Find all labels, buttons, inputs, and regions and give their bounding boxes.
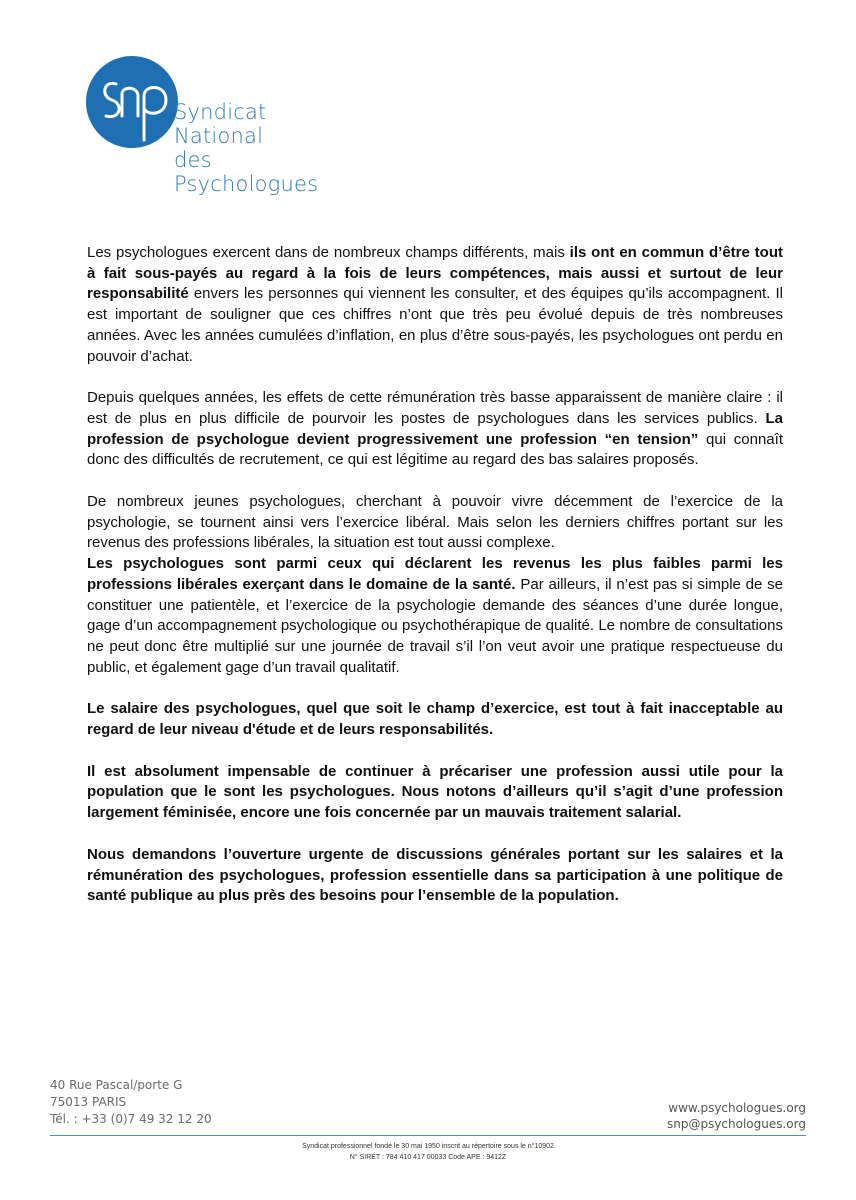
- bold-text: ils ont en commun d’être tout à fait sous-payés au regard à la fois de leurs compétences, mais aussi et surtout de leur responsabilité: [87, 244, 783, 303]
- paragraph-4: [87, 554, 783, 678]
- text-run: Les psychologues exercent dans de nombreux champs différents, mais: [87, 244, 570, 261]
- website-link[interactable]: www.psychologues.org: [668, 1101, 806, 1115]
- paragraph-6: [87, 762, 783, 824]
- text-run: De nombreux jeunes psychologues, cherchant à pouvoir vivre décemment de l’exercice de la psychologie, se tournent ainsi vers l’exercice libéral. Mais selon les derniers chiffres portant sur les revenus des professions libérales, la situation est tout aussi complexe.: [87, 493, 783, 552]
- paragraph-3: [87, 492, 783, 554]
- text-run: Depuis quelques années, les effets de cette rémunération très basse apparaissent de manière claire : il est de plus en plus difficile de pourvoir les postes de psychologues dans les services publics.: [87, 389, 783, 427]
- bold-text: Nous demandons l’ouverture urgente de discussions générales portant sur les salaires et la rémunération des psychologues, profession essentielle dans sa participation à une politique de santé publique au plus près des besoins pour l’ensemble de la population.: [87, 845, 783, 905]
- bold-text: Le salaire des psychologues, quel que soit le champ d’exercice, est tout à fait inacceptable au regard de leur niveau d'étude et de leurs responsabilités.: [87, 700, 783, 739]
- footer-divider: [50, 1135, 806, 1136]
- text-run: envers les personnes qui viennent les consulter, et des équipes qu’ils accompagnent. Il est important de souligner que ces chiffres n’ont que très peu évolué depuis de très nombreuses années. Avec les années cumulées d’inflation, en plus d’être sous-payés, les psychologues ont perdu en pouvoir d’achat.: [87, 285, 783, 365]
- bold-text: La profession de psychologue devient progressivement une profession “en tension”: [87, 409, 783, 448]
- text-run: qui connaît donc des difficultés de recrutement, ce qui est légitime au regard des bas salaires proposés.: [87, 430, 783, 469]
- legal-line-2: N° SIRET : 784 410 417 00033 Code APE : 9412Z: [349, 1154, 507, 1161]
- legal-line-1: Syndicat professionnel fondé le 30 mai 1950 inscrit au répertoire sous le n°10902: [302, 1143, 554, 1150]
- footer-address: [50, 1077, 212, 1128]
- paragraph-2: [87, 388, 783, 471]
- letter-body: [87, 243, 783, 928]
- email-link[interactable]: snp@psychologues.org: [666, 1117, 806, 1131]
- footer-contact: [667, 1100, 806, 1132]
- org-name-line2: des Psychologues: [174, 148, 319, 196]
- logo: [86, 56, 356, 196]
- text-run: Par ailleurs, il n’est pas si simple de se constituer une patientèle, et l’exercice de la psychologie demande des séances d’une durée longue, gage d’un accompagnement psychologique ou psychothérapique de qualité. Le nombre de consultations ne peut donc être multiplié sur une journée de travail s’il l’on veut avoir une pratique respectueuse du public, et également gage d’un travail qualitatif.: [87, 575, 783, 676]
- phone: Tél. : +33 (0)7 49 32 12 20: [50, 1112, 212, 1126]
- org-name: [174, 100, 356, 196]
- address-line-1: 40 Rue Pascal/porte G: [50, 1078, 183, 1092]
- paragraph-7: [87, 845, 783, 907]
- paragraph-1: [87, 243, 783, 367]
- bold-text: Les psychologues sont parmi ceux qui déclarent les revenus les plus faibles parmi les professions libérales exerçant dans le domaine de la santé.: [87, 555, 783, 593]
- footer-legal: [0, 1141, 856, 1163]
- snp-monogram-icon: [86, 56, 178, 148]
- org-name-line1: Syndicat National: [174, 100, 267, 148]
- paragraph-5: [87, 699, 783, 740]
- address-line-2: 75013 PARIS: [50, 1095, 127, 1109]
- bold-text: Il est absolument impensable de continuer à précariser une profession aussi utile pour la population que le sont les psychologues. Nous notons d’ailleurs qu’il s’agit d’une profession largement féminisée, encore une fois concernée par un mauvais traitement salarial.: [87, 762, 783, 822]
